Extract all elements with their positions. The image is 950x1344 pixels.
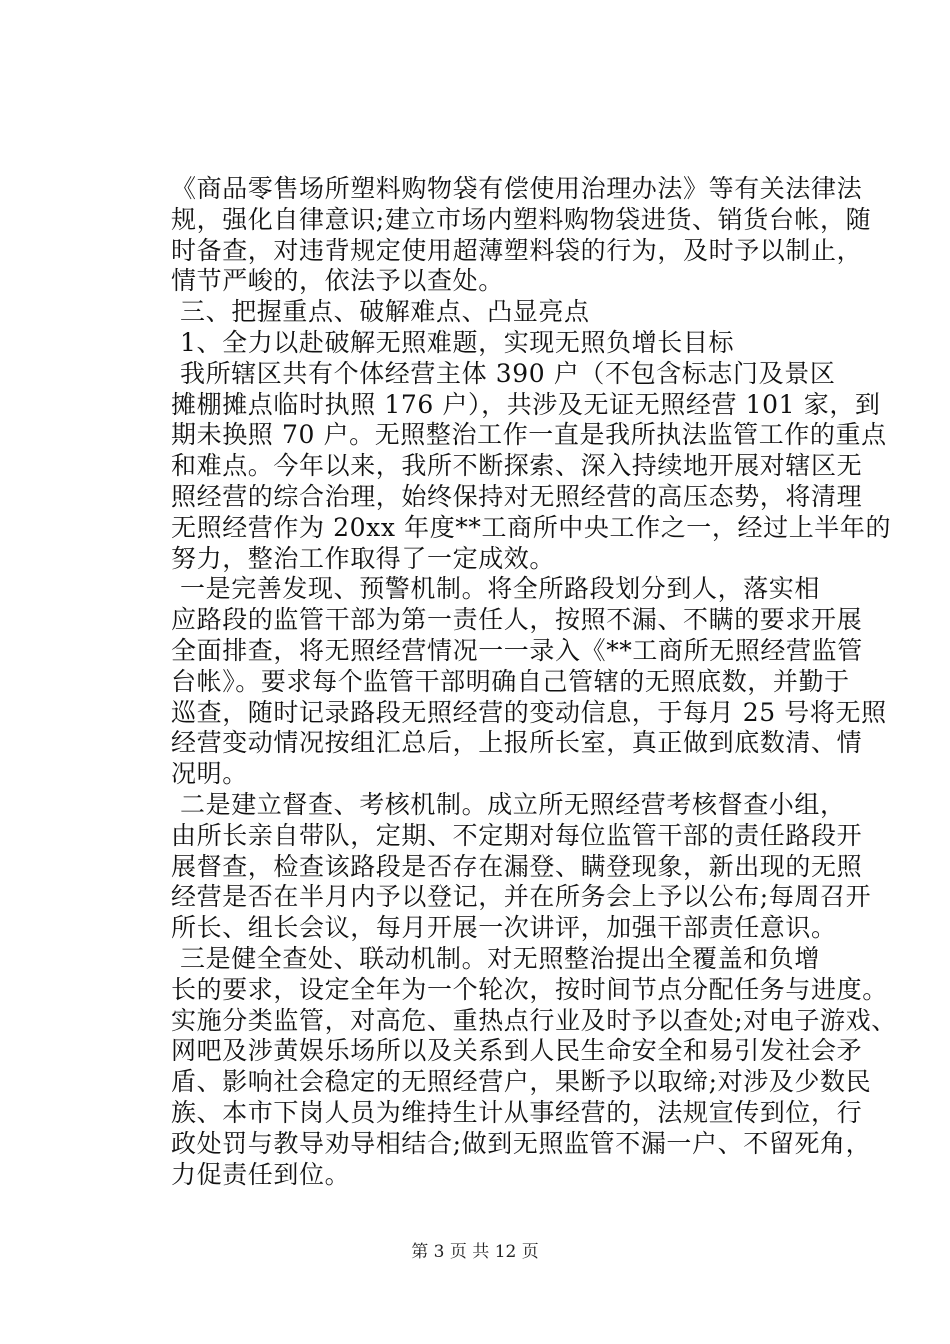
text-line: 三是健全查处、联动机制。对无照整治提出全覆盖和负增	[180, 944, 821, 973]
text-line: 况明。	[171, 759, 248, 789]
text-line: 力促责任到位。	[171, 1159, 351, 1189]
text-line: 应路段的监管干部为第一责任人，按照不漏、不瞒的要求开展	[171, 605, 863, 635]
text-line: 照经营的综合治理，始终保持对无照经营的高压态势，将清理	[171, 482, 863, 511]
subsection-heading: 1、全力以赴破解无照难题，实现无照负增长目标	[180, 328, 735, 357]
text-line: 所长、组长会议，每月开展一次讲评，加强干部责任意识。	[171, 913, 837, 943]
text-line: 实施分类监管，对高危、重热点行业及时予以查处;对电子游戏、	[171, 1005, 897, 1035]
text-line: 全面排查，将无照经营情况一一录入《**工商所无照经营监管	[171, 636, 863, 665]
text-line: 无照经营作为 20xx 年度**工商所中央工作之一，经过上半年的	[171, 512, 892, 542]
text-line: 规，强化自律意识;建立市场内塑料购物袋进货、销货台帐，随	[171, 204, 872, 234]
text-line: 由所长亲自带队，定期、不定期对每位监管干部的责任路段开	[171, 820, 863, 850]
section-heading: 三、把握重点、破解难点、凸显亮点	[180, 297, 590, 327]
text-line: 时备查，对违背规定使用超薄塑料袋的行为，及时予以制止，	[171, 235, 863, 265]
text-line: 努力，整治工作取得了一定成效。	[171, 543, 556, 573]
text-line: 情节严峻的，依法予以查处。	[171, 266, 504, 296]
text-line: 展督查，检查该路段是否存在漏登、瞒登现象，新出现的无照	[171, 851, 863, 881]
text-line: 和难点。今年以来，我所不断探索、深入持续地开展对辖区无	[171, 451, 863, 481]
text-line: 政处罚与教导劝导相结合;做到无照监管不漏一户、不留死角，	[171, 1128, 872, 1158]
text-line: 盾、影响社会稳定的无照经营户，果断予以取缔;对涉及少数民	[171, 1067, 872, 1097]
text-line: 网吧及涉黄娱乐场所以及关系到人民生命安全和易引发社会矛	[171, 1036, 863, 1066]
page-number: 第 3 页 共 12 页	[411, 1242, 539, 1262]
text-line: 我所辖区共有个体经营主体 390 户（不包含标志门及景区	[180, 358, 836, 388]
text-line: 经营是否在半月内予以登记，并在所务会上予以公布;每周召开	[171, 882, 872, 912]
text-line: 经营变动情况按组汇总后，上报所长室，真正做到底数清、情	[171, 728, 863, 758]
text-line: 一是完善发现、预警机制。将全所路段划分到人，落实相	[180, 574, 821, 604]
text-line: 期未换照 70 户。无照整治工作一直是我所执法监管工作的重点	[171, 420, 887, 450]
text-line: 摊棚摊点临时执照 176 户），共涉及无证无照经营 101 家，到	[171, 389, 881, 419]
text-line: 《商品零售场所塑料购物袋有偿使用治理办法》等有关法律法	[171, 174, 863, 203]
text-line: 二是建立督查、考核机制。成立所无照经营考核督查小组，	[180, 790, 846, 819]
text-line: 族、本市下岗人员为维持生计从事经营的，法规宣传到位，行	[171, 1098, 863, 1127]
text-line: 长的要求，设定全年为一个轮次，按时间节点分配任务与进度。	[171, 974, 888, 1004]
text-line: 巡查，随时记录路段无照经营的变动信息，于每月 25 号将无照	[171, 697, 887, 727]
text-line: 台帐》。要求每个监管干部明确自己管辖的无照底数，并勤于	[171, 666, 850, 696]
